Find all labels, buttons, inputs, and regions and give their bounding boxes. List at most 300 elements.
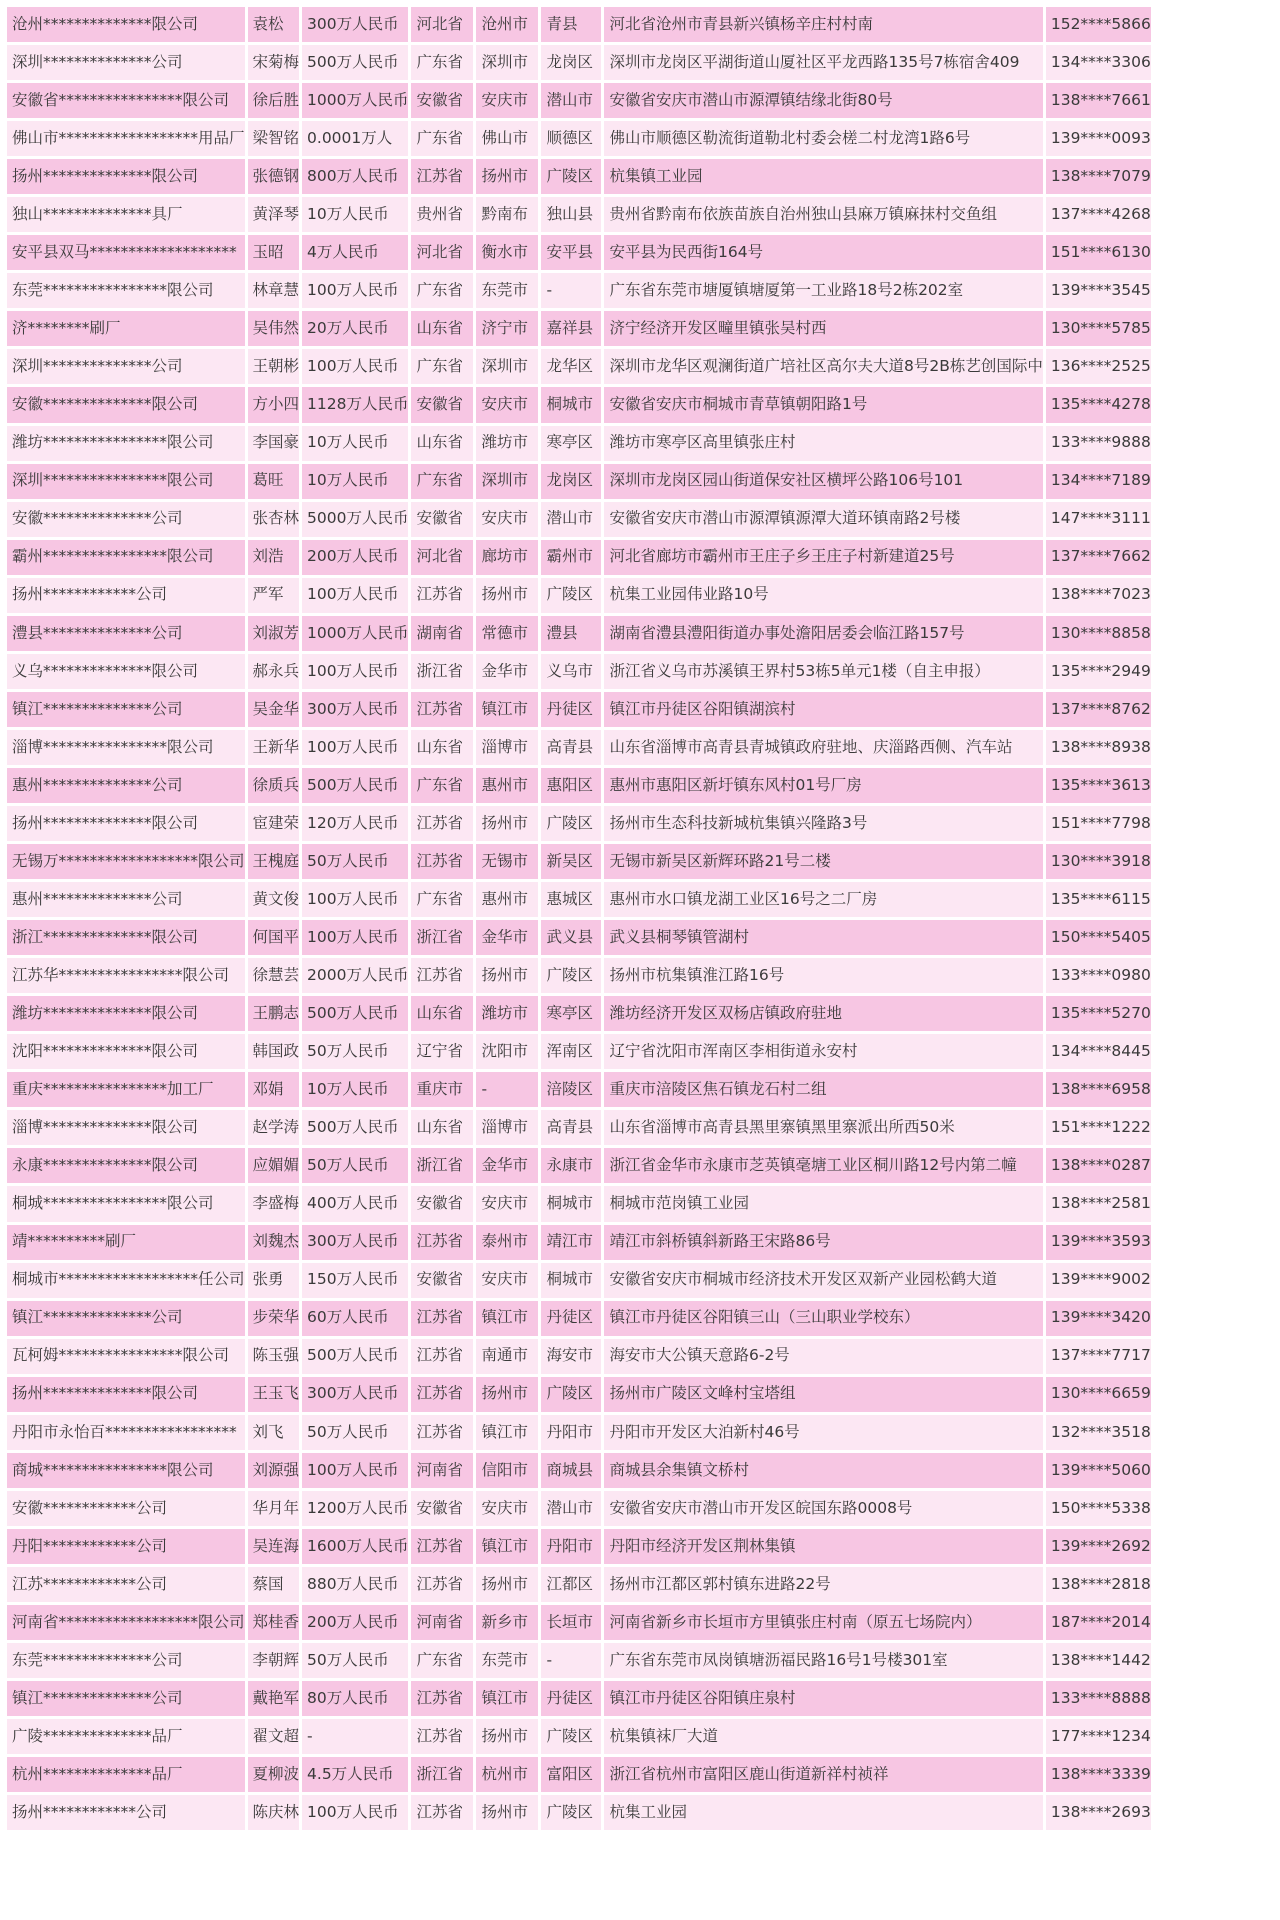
contact-name-cell: 刘飞 — [248, 1415, 300, 1450]
city-cell: 泰州市 — [476, 1225, 538, 1260]
province-cell: 江苏省 — [411, 1795, 473, 1830]
province-cell: 广东省 — [411, 768, 473, 803]
company-name-cell: 沈阳**************限公司 — [7, 1034, 245, 1069]
capital-cell: 800万人民币 — [302, 159, 408, 194]
district-cell: 江都区 — [541, 1567, 601, 1602]
city-cell: 衡水市 — [476, 235, 538, 270]
district-cell: 涪陵区 — [541, 1072, 601, 1107]
district-cell: 浑南区 — [541, 1034, 601, 1069]
province-cell: 安徽省 — [411, 1263, 473, 1298]
address-cell: 杭集工业园 — [604, 1795, 1042, 1830]
address-cell: 深圳市龙华区观澜街道广培社区高尔夫大道8号2B栋艺创国际中 — [604, 349, 1042, 384]
table-row — [7, 1034, 1151, 1069]
capital-cell: 300万人民币 — [302, 1377, 408, 1412]
province-cell: 广东省 — [411, 882, 473, 917]
address-cell: 丹阳市开发区大泊新村46号 — [604, 1415, 1042, 1450]
province-cell: 山东省 — [411, 1110, 473, 1145]
capital-cell: 300万人民币 — [302, 1225, 408, 1260]
district-cell: 武义县 — [541, 920, 601, 955]
district-cell: 义乌市 — [541, 654, 601, 689]
company-name-cell: 义乌**************限公司 — [7, 654, 245, 689]
city-cell: 无锡市 — [476, 844, 538, 879]
district-cell: 商城县 — [541, 1453, 601, 1488]
contact-name-cell: 徐质兵 — [248, 768, 300, 803]
phone-cell: 130****3918 — [1046, 844, 1151, 879]
company-name-cell: 靖**********刷厂 — [7, 1225, 245, 1260]
city-cell: 沧州市 — [476, 7, 538, 42]
table-row — [7, 1719, 1151, 1754]
table-row — [7, 1453, 1151, 1488]
company-name-cell: 浙江**************限公司 — [7, 920, 245, 955]
table-row — [7, 616, 1151, 651]
capital-cell: 4万人民币 — [302, 235, 408, 270]
capital-cell: 20万人民币 — [302, 311, 408, 346]
contact-name-cell: 吴伟然 — [248, 311, 300, 346]
table-row — [7, 1186, 1151, 1221]
table-row — [7, 1567, 1151, 1602]
city-cell: 杭州市 — [476, 1757, 538, 1792]
table-row — [7, 1643, 1151, 1678]
province-cell: 江苏省 — [411, 1567, 473, 1602]
district-cell: 桐城市 — [541, 1186, 601, 1221]
company-name-cell: 佛山市******************用品厂 — [7, 121, 245, 156]
company-name-cell: 济********刷厂 — [7, 311, 245, 346]
table-row — [7, 1415, 1151, 1450]
city-cell: 扬州市 — [476, 159, 538, 194]
district-cell: 靖江市 — [541, 1225, 601, 1260]
company-name-cell: 霸州****************限公司 — [7, 540, 245, 575]
province-cell: 安徽省 — [411, 502, 473, 537]
company-name-cell: 惠州**************公司 — [7, 768, 245, 803]
address-cell: 深圳市龙岗区平湖街道山厦社区平龙西路135号7栋宿舍409 — [604, 45, 1042, 80]
company-name-cell: 安徽**************限公司 — [7, 387, 245, 422]
company-name-cell: 丹阳市永怡百***************** — [7, 1415, 245, 1450]
phone-cell: 139****0093 — [1046, 121, 1151, 156]
city-cell: 镇江市 — [476, 1301, 538, 1336]
contact-name-cell: 宋菊梅 — [248, 45, 300, 80]
table-row — [7, 235, 1151, 270]
phone-cell: 138****1442 — [1046, 1643, 1151, 1678]
province-cell: 江苏省 — [411, 1719, 473, 1754]
company-name-cell: 澧县**************公司 — [7, 616, 245, 651]
capital-cell: 10万人民币 — [302, 197, 408, 232]
company-name-cell: 扬州**************限公司 — [7, 806, 245, 841]
address-cell: 镇江市丹徒区谷阳镇庄泉村 — [604, 1681, 1042, 1716]
contact-name-cell: 黄文俊 — [248, 882, 300, 917]
capital-cell: - — [302, 1719, 408, 1754]
district-cell: - — [541, 1643, 601, 1678]
phone-cell: 138****3339 — [1046, 1757, 1151, 1792]
company-name-cell: 广陵**************品厂 — [7, 1719, 245, 1754]
contact-name-cell: 华月年 — [248, 1491, 300, 1526]
contact-name-cell: 步荣华 — [248, 1301, 300, 1336]
phone-cell: 150****5405 — [1046, 920, 1151, 955]
province-cell: 河南省 — [411, 1605, 473, 1640]
company-name-cell: 安徽************公司 — [7, 1491, 245, 1526]
table-row — [7, 1605, 1151, 1640]
capital-cell: 500万人民币 — [302, 45, 408, 80]
table-row — [7, 1110, 1151, 1145]
company-name-cell: 镇江**************公司 — [7, 692, 245, 727]
city-cell: 镇江市 — [476, 1415, 538, 1450]
province-cell: 江苏省 — [411, 1377, 473, 1412]
phone-cell: 138****7661 — [1046, 83, 1151, 118]
table-row — [7, 1339, 1151, 1374]
capital-cell: 500万人民币 — [302, 996, 408, 1031]
city-cell: 潍坊市 — [476, 996, 538, 1031]
city-cell: 安庆市 — [476, 387, 538, 422]
contact-name-cell: 李朝辉 — [248, 1643, 300, 1678]
contact-name-cell: 方小四 — [248, 387, 300, 422]
city-cell: - — [476, 1072, 538, 1107]
table-row — [7, 159, 1151, 194]
address-cell: 安徽省安庆市潜山市开发区皖国东路0008号 — [604, 1491, 1042, 1526]
table-row — [7, 730, 1151, 765]
province-cell: 安徽省 — [411, 387, 473, 422]
phone-cell: 130****5785 — [1046, 311, 1151, 346]
capital-cell: 400万人民币 — [302, 1186, 408, 1221]
phone-cell: 138****2581 — [1046, 1186, 1151, 1221]
province-cell: 广东省 — [411, 464, 473, 499]
phone-cell: 138****2693 — [1046, 1795, 1151, 1830]
district-cell: 丹徒区 — [541, 692, 601, 727]
city-cell: 南通市 — [476, 1339, 538, 1374]
capital-cell: 10万人民币 — [302, 426, 408, 461]
capital-cell: 500万人民币 — [302, 1110, 408, 1145]
city-cell: 镇江市 — [476, 1681, 538, 1716]
province-cell: 辽宁省 — [411, 1034, 473, 1069]
capital-cell: 1600万人民币 — [302, 1529, 408, 1564]
address-cell: 扬州市江都区郭村镇东进路22号 — [604, 1567, 1042, 1602]
district-cell: 桐城市 — [541, 387, 601, 422]
table-row — [7, 1377, 1151, 1412]
company-name-cell: 江苏华****************限公司 — [7, 958, 245, 993]
company-name-cell: 沧州**************限公司 — [7, 7, 245, 42]
province-cell: 河北省 — [411, 235, 473, 270]
table-row — [7, 1263, 1151, 1298]
address-cell: 扬州市广陵区文峰村宝塔组 — [604, 1377, 1042, 1412]
capital-cell: 100万人民币 — [302, 578, 408, 613]
district-cell: 丹徒区 — [541, 1681, 601, 1716]
district-cell: 龙岗区 — [541, 45, 601, 80]
phone-cell: 139****3545 — [1046, 273, 1151, 308]
province-cell: 广东省 — [411, 1643, 473, 1678]
phone-cell: 135****5270 — [1046, 996, 1151, 1031]
city-cell: 金华市 — [476, 1148, 538, 1183]
province-cell: 河南省 — [411, 1453, 473, 1488]
capital-cell: 120万人民币 — [302, 806, 408, 841]
contact-name-cell: 应媚媚 — [248, 1148, 300, 1183]
phone-cell: 133****8888 — [1046, 1681, 1151, 1716]
district-cell: 潜山市 — [541, 1491, 601, 1526]
address-cell: 镇江市丹徒区谷阳镇三山（三山职业学校东） — [604, 1301, 1042, 1336]
table-row — [7, 1072, 1151, 1107]
province-cell: 江苏省 — [411, 1681, 473, 1716]
address-cell: 惠州市水口镇龙湖工业区16号之二厂房 — [604, 882, 1042, 917]
company-name-cell: 桐城市******************任公司 — [7, 1263, 245, 1298]
district-cell: 桐城市 — [541, 1263, 601, 1298]
company-name-cell: 永康**************限公司 — [7, 1148, 245, 1183]
district-cell: 高青县 — [541, 730, 601, 765]
district-cell: 龙岗区 — [541, 464, 601, 499]
address-cell: 惠州市惠阳区新圩镇东风村01号厂房 — [604, 768, 1042, 803]
capital-cell: 1000万人民币 — [302, 83, 408, 118]
province-cell: 江苏省 — [411, 578, 473, 613]
contact-name-cell: 王槐庭 — [248, 844, 300, 879]
phone-cell: 133****9888 — [1046, 426, 1151, 461]
city-cell: 潍坊市 — [476, 426, 538, 461]
district-cell: 潜山市 — [541, 83, 601, 118]
table-row — [7, 1681, 1151, 1716]
contact-name-cell: 王鹏志 — [248, 996, 300, 1031]
capital-cell: 4.5万人民币 — [302, 1757, 408, 1792]
company-name-cell: 扬州************公司 — [7, 1795, 245, 1830]
city-cell: 扬州市 — [476, 1719, 538, 1754]
address-cell: 安徽省安庆市潜山市源潭镇源潭大道环镇南路2号楼 — [604, 502, 1042, 537]
company-name-cell: 独山**************具厂 — [7, 197, 245, 232]
district-cell: 广陵区 — [541, 1719, 601, 1754]
contact-name-cell: 夏柳波 — [248, 1757, 300, 1792]
company-name-cell: 重庆****************加工厂 — [7, 1072, 245, 1107]
capital-cell: 100万人民币 — [302, 1795, 408, 1830]
province-cell: 浙江省 — [411, 1148, 473, 1183]
company-name-cell: 东莞**************公司 — [7, 1643, 245, 1678]
phone-cell: 187****2014 — [1046, 1605, 1151, 1640]
company-name-cell: 扬州**************限公司 — [7, 159, 245, 194]
district-cell: 丹阳市 — [541, 1415, 601, 1450]
phone-cell: 132****3518 — [1046, 1415, 1151, 1450]
address-cell: 丹阳市经济开发区荆林集镇 — [604, 1529, 1042, 1564]
contact-name-cell: 张杏林 — [248, 502, 300, 537]
address-cell: 武义县桐琴镇管湖村 — [604, 920, 1042, 955]
table-body — [7, 7, 1151, 1830]
capital-cell: 50万人民币 — [302, 1034, 408, 1069]
district-cell: 广陵区 — [541, 1795, 601, 1830]
phone-cell: 150****5338 — [1046, 1491, 1151, 1526]
address-cell: 杭集工业园伟业路10号 — [604, 578, 1042, 613]
table-row — [7, 349, 1151, 384]
phone-cell: 138****6958 — [1046, 1072, 1151, 1107]
table-row — [7, 1757, 1151, 1792]
address-cell: 湖南省澧县澧阳街道办事处澹阳居委会临江路157号 — [604, 616, 1042, 651]
district-cell: 长垣市 — [541, 1605, 601, 1640]
address-cell: 河南省新乡市长垣市方里镇张庄村南（原五七场院内） — [604, 1605, 1042, 1640]
district-cell: 顺德区 — [541, 121, 601, 156]
table-row — [7, 45, 1151, 80]
address-cell: 河北省廊坊市霸州市王庄子乡王庄子村新建道25号 — [604, 540, 1042, 575]
table-row — [7, 806, 1151, 841]
contact-name-cell: 宦建荣 — [248, 806, 300, 841]
province-cell: 江苏省 — [411, 1529, 473, 1564]
company-name-cell: 镇江**************公司 — [7, 1681, 245, 1716]
contact-name-cell: 李国豪 — [248, 426, 300, 461]
table-row — [7, 426, 1151, 461]
table-row — [7, 996, 1151, 1031]
phone-cell: 138****2818 — [1046, 1567, 1151, 1602]
address-cell: 安徽省安庆市桐城市经济技术开发区双新产业园松鹤大道 — [604, 1263, 1042, 1298]
province-cell: 江苏省 — [411, 692, 473, 727]
company-name-cell: 淄博****************限公司 — [7, 730, 245, 765]
contact-name-cell: 戴艳军 — [248, 1681, 300, 1716]
province-cell: 安徽省 — [411, 83, 473, 118]
province-cell: 浙江省 — [411, 920, 473, 955]
phone-cell: 137****7662 — [1046, 540, 1151, 575]
province-cell: 江苏省 — [411, 844, 473, 879]
table-row — [7, 844, 1151, 879]
contact-name-cell: 葛旺 — [248, 464, 300, 499]
address-cell: 重庆市涪陵区焦石镇龙石村二组 — [604, 1072, 1042, 1107]
contact-name-cell: 王玉飞 — [248, 1377, 300, 1412]
contact-name-cell: 赵学涛 — [248, 1110, 300, 1145]
company-name-cell: 扬州************公司 — [7, 578, 245, 613]
table-row — [7, 578, 1151, 613]
table-row — [7, 83, 1151, 118]
capital-cell: 300万人民币 — [302, 692, 408, 727]
province-cell: 江苏省 — [411, 958, 473, 993]
city-cell: 扬州市 — [476, 1567, 538, 1602]
contact-name-cell: 陈玉强 — [248, 1339, 300, 1374]
address-cell: 杭集镇袜厂大道 — [604, 1719, 1042, 1754]
city-cell: 惠州市 — [476, 882, 538, 917]
address-cell: 深圳市龙岗区园山街道保安社区横坪公路106号101 — [604, 464, 1042, 499]
table-row — [7, 387, 1151, 422]
company-name-cell: 潍坊****************限公司 — [7, 426, 245, 461]
phone-cell: 138****7079 — [1046, 159, 1151, 194]
city-cell: 新乡市 — [476, 1605, 538, 1640]
district-cell: 新吴区 — [541, 844, 601, 879]
city-cell: 安庆市 — [476, 83, 538, 118]
city-cell: 深圳市 — [476, 464, 538, 499]
address-cell: 贵州省黔南布依族苗族自治州独山县麻万镇麻抹村交鱼组 — [604, 197, 1042, 232]
table-row — [7, 502, 1151, 537]
city-cell: 金华市 — [476, 654, 538, 689]
table-row — [7, 273, 1151, 308]
city-cell: 深圳市 — [476, 349, 538, 384]
address-cell: 靖江市斜桥镇斜新路王宋路86号 — [604, 1225, 1042, 1260]
contact-name-cell: 黄泽琴 — [248, 197, 300, 232]
phone-cell: 130****6659 — [1046, 1377, 1151, 1412]
address-cell: 商城县余集镇文桥村 — [604, 1453, 1042, 1488]
capital-cell: 50万人民币 — [302, 1415, 408, 1450]
province-cell: 山东省 — [411, 730, 473, 765]
address-cell: 山东省淄博市高青县黑里寨镇黑里寨派出所西50米 — [604, 1110, 1042, 1145]
capital-cell: 200万人民币 — [302, 540, 408, 575]
table-row — [7, 464, 1151, 499]
capital-cell: 50万人民币 — [302, 1643, 408, 1678]
table-row — [7, 311, 1151, 346]
table-row — [7, 1301, 1151, 1336]
city-cell: 黔南布 — [476, 197, 538, 232]
city-cell: 金华市 — [476, 920, 538, 955]
phone-cell: 137****7717 — [1046, 1339, 1151, 1374]
city-cell: 扬州市 — [476, 578, 538, 613]
district-cell: 独山县 — [541, 197, 601, 232]
phone-cell: 139****9002 — [1046, 1263, 1151, 1298]
address-cell: 安徽省安庆市桐城市青草镇朝阳路1号 — [604, 387, 1042, 422]
capital-cell: 1200万人民币 — [302, 1491, 408, 1526]
address-cell: 桐城市范岗镇工业园 — [604, 1186, 1042, 1221]
contact-name-cell: 蔡国 — [248, 1567, 300, 1602]
table-row — [7, 1148, 1151, 1183]
district-cell: 安平县 — [541, 235, 601, 270]
city-cell: 东莞市 — [476, 273, 538, 308]
capital-cell: 200万人民币 — [302, 1605, 408, 1640]
district-cell: 丹阳市 — [541, 1529, 601, 1564]
city-cell: 信阳市 — [476, 1453, 538, 1488]
company-name-cell: 淄博**************限公司 — [7, 1110, 245, 1145]
city-cell: 淄博市 — [476, 730, 538, 765]
province-cell: 湖南省 — [411, 616, 473, 651]
capital-cell: 300万人民币 — [302, 7, 408, 42]
district-cell: 广陵区 — [541, 1377, 601, 1412]
province-cell: 山东省 — [411, 311, 473, 346]
address-cell: 佛山市顺德区勒流街道勒北村委会槎二村龙湾1路6号 — [604, 121, 1042, 156]
address-cell: 潍坊市寒亭区高里镇张庄村 — [604, 426, 1042, 461]
capital-cell: 10万人民币 — [302, 464, 408, 499]
district-cell: 丹徒区 — [541, 1301, 601, 1336]
capital-cell: 500万人民币 — [302, 768, 408, 803]
phone-cell: 147****3111 — [1046, 502, 1151, 537]
address-cell: 河北省沧州市青县新兴镇杨辛庄村村南 — [604, 7, 1042, 42]
company-name-cell: 无锡万******************限公司 — [7, 844, 245, 879]
company-name-cell: 安徽省****************限公司 — [7, 83, 245, 118]
phone-cell: 139****3593 — [1046, 1225, 1151, 1260]
district-cell: 惠城区 — [541, 882, 601, 917]
capital-cell: 880万人民币 — [302, 1567, 408, 1602]
table-row — [7, 1529, 1151, 1564]
phone-cell: 152****5866 — [1046, 7, 1151, 42]
table-row — [7, 768, 1151, 803]
company-name-cell: 安平县双马******************* — [7, 235, 245, 270]
capital-cell: 5000万人民币 — [302, 502, 408, 537]
company-name-cell: 深圳**************公司 — [7, 45, 245, 80]
address-cell: 浙江省义乌市苏溪镇王界村53栋5单元1楼（自主申报） — [604, 654, 1042, 689]
capital-cell: 100万人民币 — [302, 349, 408, 384]
address-cell: 广东省东莞市塘厦镇塘厦第一工业路18号2栋202室 — [604, 273, 1042, 308]
contact-name-cell: 翟文超 — [248, 1719, 300, 1754]
province-cell: 河北省 — [411, 540, 473, 575]
address-cell: 扬州市杭集镇淮江路16号 — [604, 958, 1042, 993]
phone-cell: 135****3613 — [1046, 768, 1151, 803]
capital-cell: 0.0001万人 — [302, 121, 408, 156]
district-cell: 澧县 — [541, 616, 601, 651]
contact-name-cell: 李盛梅 — [248, 1186, 300, 1221]
address-cell: 无锡市新吴区新辉环路21号二楼 — [604, 844, 1042, 879]
contact-name-cell: 郝永兵 — [248, 654, 300, 689]
capital-cell: 80万人民币 — [302, 1681, 408, 1716]
address-cell: 济宁经济开发区疃里镇张吴村西 — [604, 311, 1042, 346]
table-row — [7, 7, 1151, 42]
phone-cell: 139****2692 — [1046, 1529, 1151, 1564]
city-cell: 东莞市 — [476, 1643, 538, 1678]
capital-cell: 100万人民币 — [302, 273, 408, 308]
city-cell: 淄博市 — [476, 1110, 538, 1145]
province-cell: 广东省 — [411, 121, 473, 156]
city-cell: 济宁市 — [476, 311, 538, 346]
city-cell: 惠州市 — [476, 768, 538, 803]
address-cell: 潍坊经济开发区双杨店镇政府驻地 — [604, 996, 1042, 1031]
capital-cell: 100万人民币 — [302, 1453, 408, 1488]
district-cell: 高青县 — [541, 1110, 601, 1145]
company-name-cell: 商城****************限公司 — [7, 1453, 245, 1488]
city-cell: 常德市 — [476, 616, 538, 651]
company-name-cell: 扬州**************限公司 — [7, 1377, 245, 1412]
capital-cell: 50万人民币 — [302, 844, 408, 879]
province-cell: 重庆市 — [411, 1072, 473, 1107]
city-cell: 镇江市 — [476, 1529, 538, 1564]
address-cell: 扬州市生态科技新城杭集镇兴隆路3号 — [604, 806, 1042, 841]
capital-cell: 100万人民币 — [302, 882, 408, 917]
